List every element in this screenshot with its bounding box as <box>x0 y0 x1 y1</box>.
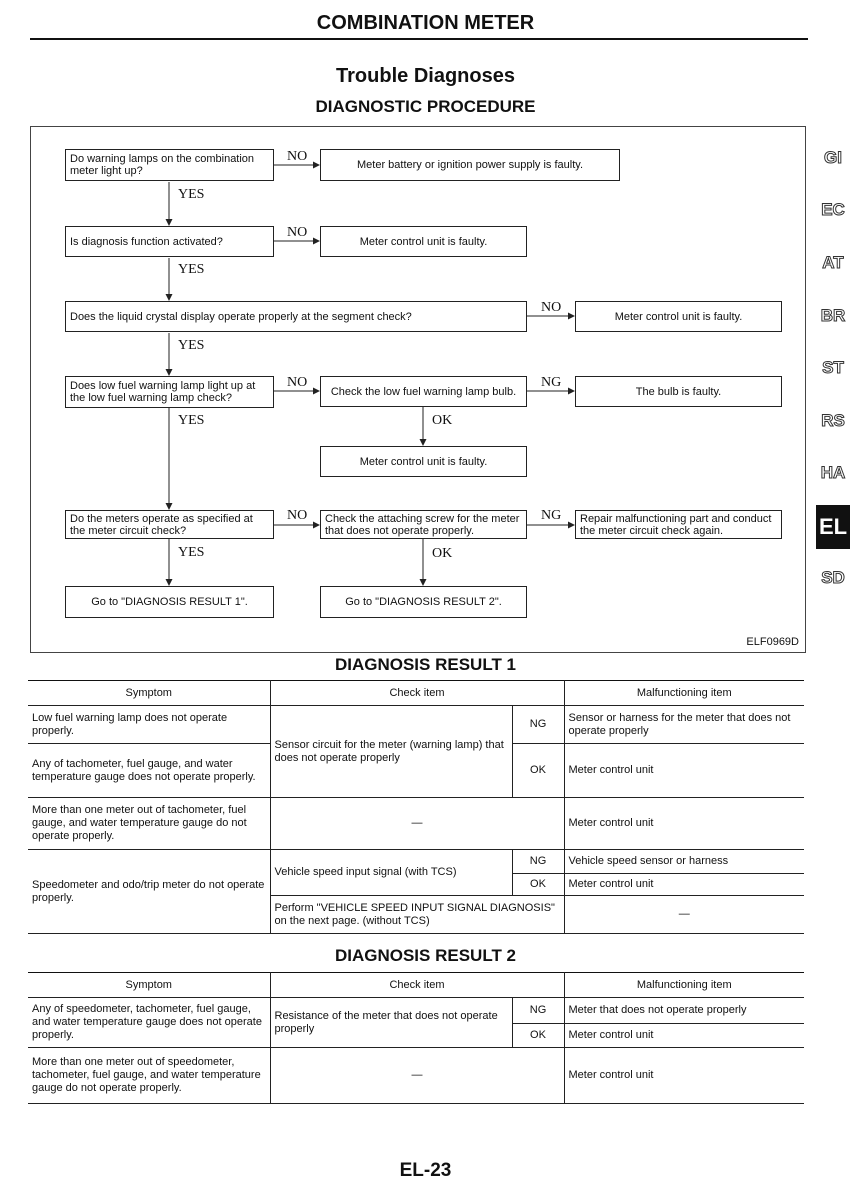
flow-c4-text: Check the low fuel warning lamp bulb. <box>330 385 517 398</box>
side-tab-el[interactable]: EL <box>816 505 850 549</box>
result1-ok-1: OK <box>512 744 564 798</box>
flow-q3-box <box>65 301 527 332</box>
label-yes-2: YES <box>178 262 205 277</box>
result1-check-3: — <box>270 798 564 850</box>
flow-q2-text: Is diagnosis function activated? <box>70 235 223 248</box>
flow-q1-text: Do warning lamps on the combination meter light up? <box>70 153 255 177</box>
result1-ng-4: NG <box>512 850 564 874</box>
flow-r4ok-text: Meter control unit is faulty. <box>359 455 488 468</box>
diagnostic-flowchart <box>30 126 806 653</box>
flow-r4-box <box>575 376 782 407</box>
result1-malfunction-3: Meter control unit <box>564 798 804 850</box>
result1-ok-4: OK <box>512 874 564 896</box>
result2-header-row <box>28 973 804 998</box>
result1-table <box>28 680 804 934</box>
label-ng-4: NG <box>541 375 562 390</box>
result1-check-1: Sensor circuit for the meter (warning lamp) that does not operate properly <box>270 706 512 798</box>
result2-check-1: Resistance of the meter that does not operate properly <box>270 998 512 1048</box>
flow-q5-box <box>65 510 274 539</box>
flow-q5-text: Do the meters operate as specified at the meter circuit check? <box>70 512 253 537</box>
result1-title: DIAGNOSIS RESULT 1 <box>334 655 517 674</box>
result1-header-symptom: Symptom <box>28 681 270 706</box>
result1-header-row <box>28 681 804 706</box>
label-ok-5: OK <box>432 546 453 561</box>
label-yes-4: YES <box>178 413 205 428</box>
flow-go2-text: Go to "DIAGNOSIS RESULT 2". <box>345 596 502 608</box>
page-number: EL-23 <box>399 1160 452 1181</box>
table-row <box>28 706 804 744</box>
flow-r5-box <box>575 510 782 539</box>
result1-symptom-2: Any of tachometer, fuel gauge, and water temperature gauge does not operate properly. <box>28 744 270 798</box>
result2-ok-1: OK <box>512 1024 564 1048</box>
result1-check-4b: Perform "VEHICLE SPEED INPUT SIGNAL DIAGNOSIS" on the next page. (without TCS) <box>270 896 564 934</box>
flow-c5-box <box>320 510 527 539</box>
result1-malfunction-2: Meter control unit <box>564 744 804 798</box>
flow-r4ok-box <box>320 446 527 477</box>
side-tab-ha[interactable]: HA <box>820 463 846 482</box>
flow-r2-text: Meter control unit is faulty. <box>359 235 488 248</box>
side-tab-gi[interactable]: GI <box>824 148 842 167</box>
label-no-4: NO <box>287 375 308 390</box>
flow-q4-text: Does low fuel warning lamp light up at the low fuel warning lamp check? <box>70 380 256 404</box>
result2-table <box>28 972 804 1104</box>
result2-symptom-1: Any of speedometer, tachometer, fuel gauge, and water temperature gauge does not operate properly. <box>28 998 270 1048</box>
flow-r1-box <box>320 149 620 181</box>
title-rule <box>30 38 808 40</box>
result2-header-check: Check item <box>270 973 564 998</box>
result1-check-4a: Vehicle speed input signal (with TCS) <box>270 850 512 896</box>
flow-r3-text: Meter control unit is faulty. <box>614 310 743 323</box>
result2-malfunction-2: Meter control unit <box>564 1024 804 1048</box>
label-yes-3: YES <box>178 338 205 353</box>
flow-r4-text: The bulb is faulty. <box>635 385 722 398</box>
result1-header-malfunction: Malfunctioning item <box>564 681 804 706</box>
result1-symptom-3: More than one meter out of tachometer, fuel gauge, and water temperature gauge do not operate properly. <box>28 798 270 850</box>
flow-go1-text: Go to "DIAGNOSIS RESULT 1". <box>91 596 248 608</box>
flow-r2-box <box>320 226 527 257</box>
result2-title: DIAGNOSIS RESULT 2 <box>334 946 517 965</box>
result2-ng-1: NG <box>512 998 564 1024</box>
label-no-3: NO <box>541 300 562 315</box>
result2-malfunction-1: Meter that does not operate properly <box>564 998 804 1024</box>
table-row <box>28 1048 804 1104</box>
side-tab-at[interactable]: AT <box>822 253 844 272</box>
side-tab-rs[interactable]: RS <box>821 411 845 430</box>
table-row <box>28 850 804 874</box>
flow-go2-box <box>320 586 527 618</box>
flow-q3-text: Does the liquid crystal display operate properly at the segment check? <box>70 310 412 323</box>
side-tab-br[interactable]: BR <box>820 306 846 325</box>
flow-q2-box <box>65 226 274 257</box>
label-no-1: NO <box>287 149 308 164</box>
result1-symptom-4: Speedometer and odo/trip meter do not operate properly. <box>28 850 270 934</box>
figure-code: ELF0969D <box>746 636 799 648</box>
label-no-5: NO <box>287 508 308 523</box>
result1-symptom-1: Low fuel warning lamp does not operate properly. <box>28 706 270 744</box>
result1-malfunction-4a: Vehicle speed sensor or harness <box>564 850 804 874</box>
flow-q1-box <box>65 149 274 181</box>
side-tab-ec[interactable]: EC <box>821 200 845 219</box>
flow-c5-text: Check the attaching screw for the meter that does not operate properly. <box>325 512 520 537</box>
section-title: Trouble Diagnoses <box>336 65 515 87</box>
result1-malfunction-4b: Meter control unit <box>564 874 804 896</box>
side-tab-sd[interactable]: SD <box>821 568 845 587</box>
result1-malfunction-4c: — <box>564 896 804 934</box>
table-row <box>28 998 804 1024</box>
result1-malfunction-1: Sensor or harness for the meter that does not operate properly <box>564 706 804 744</box>
label-no-2: NO <box>287 225 308 240</box>
flow-c4-box <box>320 376 527 407</box>
section-subtitle: DIAGNOSTIC PROCEDURE <box>315 97 536 116</box>
result1-header-check: Check item <box>270 681 564 706</box>
flow-r5-text: Repair malfunctioning part and conduct the meter circuit check again. <box>580 512 772 537</box>
label-ng-5: NG <box>541 508 562 523</box>
result2-header-symptom: Symptom <box>28 973 270 998</box>
result2-malfunction-3: Meter control unit <box>564 1048 804 1104</box>
side-tab-st[interactable]: ST <box>822 358 844 377</box>
table-row <box>28 798 804 850</box>
result2-symptom-2: More than one meter out of speedometer, tachometer, fuel gauge, and water temperature gauge do not operate properly. <box>28 1048 270 1104</box>
result2-header-malfunction: Malfunctioning item <box>564 973 804 998</box>
result2-check-2: — <box>270 1048 564 1104</box>
flow-go1-box <box>65 586 274 618</box>
flow-r1-text: Meter battery or ignition power supply is faulty. <box>356 159 583 171</box>
label-ok-4: OK <box>432 413 453 428</box>
label-yes-1: YES <box>178 187 205 202</box>
flow-q4-box <box>65 376 274 408</box>
page-title: COMBINATION METER <box>316 12 535 34</box>
label-yes-5: YES <box>178 545 205 560</box>
flow-r3-box <box>575 301 782 332</box>
result1-ng-1: NG <box>512 706 564 744</box>
